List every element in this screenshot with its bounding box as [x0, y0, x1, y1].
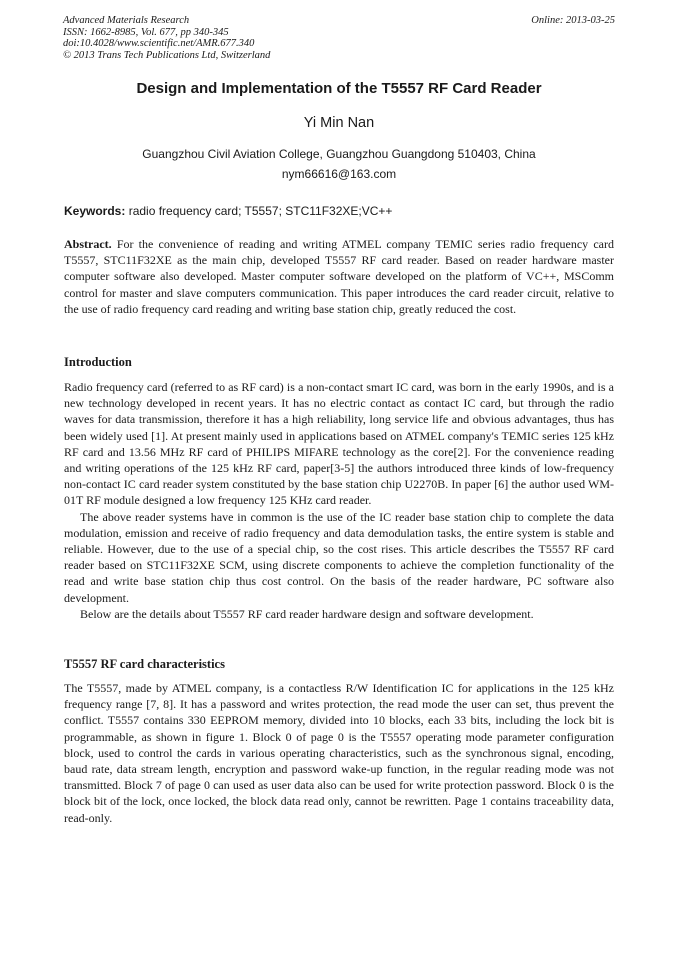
abstract-label: Abstract.: [64, 237, 112, 251]
author-affiliation: Guangzhou Civil Aviation College, Guangzhou Guangdong 510403, China: [142, 147, 536, 161]
keywords-line: [64, 204, 616, 218]
introduction-body: [64, 379, 614, 622]
issn-line: ISSN: 1662-8985, Vol. 677, pp 340-345: [63, 26, 229, 38]
author-name: Yi Min Nan: [303, 115, 375, 131]
paragraph: The T5557, made by ATMEL company, is a contactless R/W Identification IC for applications in the 125 kHz frequency range [7, 8]. It has a password and writes protection, the read mode the user can set, thus prevent the conflict. T5557 contains 330 EEPROM memory, divided into 10 blocks, each 33 bits, including the lock bit is programmable, as shown in figure 1. Block 0 of page 0 is the T5557 operating mode parameter configuration block, used to control the cards in various operating characteristics, such as the synchronous signal, encoding, baud rate, data stream length, encryption and password wake-up function, in the regular reading mode was not transmitted. Block 7 of page 0 can used as user data also can be used for write protection password. Block 0 is the block bit of the lock, once locked, the block data read only, cannot be rewritten. Page 1 contains traceability data, read-only.: [64, 681, 614, 825]
journal-name: Advanced Materials Research: [63, 15, 190, 26]
abstract-block: [64, 236, 614, 317]
author-email: nym66616@163.com: [281, 167, 397, 181]
abstract-text: For the convenience of reading and writing ATMEL company TEMIC series radio frequency card T5557, STC11F32XE as the main chip, developed T5557 RF card reader. Based on reader hardware master computer software also developed. Master computer software developed on the platform of VC++, MSComm control for master and slave computers communication. This paper introduces the card reader circuit, relative to the use of radio frequency card reading and writing base station chip, greatly reduced the cost.: [64, 237, 614, 316]
doi-line: doi:10.4028/www.scientific.net/AMR.677.340: [63, 38, 255, 49]
paragraph: Radio frequency card (referred to as RF card) is a non-contact smart IC card, was born in the early 1990s, and is a new technology developed in recent years. It has no electric contact as contact IC card, but through the radio waves for data transmission, therefore it has a high reliability, long service life and obvious advantages, thus has been widely used [1]. At present mainly used in applications based on ATMEL company's TEMIC series 125 kHz RF card and 13.56 MHz RF card of PHILIPS MIFARE technology as the core[2]. For the convenience reading and writing operations of the 125 kHz RF card, paper[3-5] the authors introduced three kinds of low-frequency non-contact IC card reader system constituted by the base station chip U2270B. In paper [6] the author used WM-01T RF module designed a low frequency 125 KHz card reader.: [64, 380, 614, 508]
characteristics-heading: T5557 RF card characteristics: [64, 657, 225, 671]
paragraph: Below are the details about T5557 RF card reader hardware design and software development.: [80, 606, 534, 621]
characteristics-body: [64, 680, 614, 826]
online-date: Online: 2013-03-25: [531, 15, 615, 26]
journal-header: [63, 15, 270, 61]
keywords-text: radio frequency card; T5557; STC11F32XE;VC++: [125, 204, 393, 218]
paper-title: Design and Implementation of the T5557 RF Card Reader: [136, 80, 542, 97]
introduction-heading: Introduction: [64, 355, 132, 369]
keywords-label: Keywords:: [64, 204, 126, 218]
paragraph: The above reader systems have in common is the use of the IC reader base station chip to complete the data modulation, emission and receive of radio frequency and data demodulation tasks, the entire system is stable and reliable. However, due to the use of a special chip, so the cost rises. This article describes the T5557 RF card reader based on STC11F32XE SCM, using discrete components to achieve the completion functionality of the read and write base station chip thus cost control. On the basis of the reader hardware, PC software also development.: [64, 509, 614, 605]
copyright-line: © 2013 Trans Tech Publications Ltd, Switzerland: [63, 49, 271, 61]
